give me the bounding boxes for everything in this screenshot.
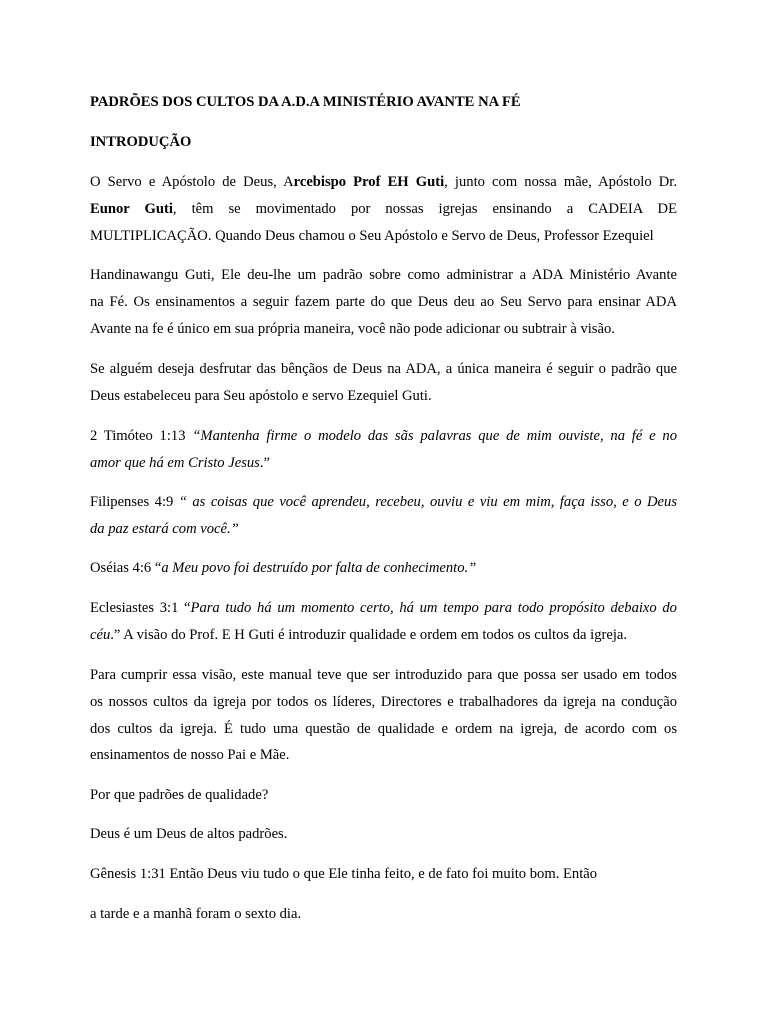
scripture-quote: amor que há em Cristo Jesus (90, 455, 260, 471)
paragraph-7-line-1 (90, 600, 677, 617)
paragraph-8-line-4: ensinamentos de nosso Pai e Mãe. (90, 747, 290, 763)
scripture-reference: Filipenses 4:9 (90, 494, 179, 510)
scripture-reference: 2 Timóteo 1:13 (90, 428, 193, 444)
bold-name-eunor: Eunor Guti (90, 201, 173, 217)
scripture-quote: “Mantenha firme o modelo das sãs palavras que de mim ouviste, na fé e no (192, 428, 677, 444)
scripture-quote: a Meu povo foi destruído por falta de conhecimento.” (161, 560, 477, 576)
paragraph-4-line-2 (90, 455, 270, 472)
paragraph-5-line-2: da paz estará com você.” (90, 521, 239, 537)
text-run: , têm se movimentado por nossas igrejas ensinando a CADEIA DE (172, 201, 677, 217)
paragraph-3-line-1: Se alguém deseja desfrutar das bênçãos de Deus na ADA, a única maneira é seguir o padrão que (90, 361, 677, 377)
paragraph-8-line-3: dos cultos da igreja. É tudo uma questão de qualidade e ordem na igreja, de acordo com os (90, 721, 677, 737)
paragraph-4-line-1 (90, 428, 677, 445)
paragraph-7-line-2 (90, 627, 627, 644)
scripture-quote: céu (90, 627, 111, 643)
paragraph-3-line-2: Deus estabeleceu para Seu apóstolo e servo Ezequiel Guti. (90, 388, 432, 404)
paragraph-8-line-2: os nossos cultos da igreja por todos os líderes, Directores e trabalhadores da igreja na condução (90, 694, 677, 710)
document-title: PADRÕES DOS CULTOS DA A.D.A MINISTÉRIO AVANTE NA FÉ (90, 94, 521, 110)
scripture-reference: Oséias 4:6 “ (90, 560, 162, 576)
text-run: .” A visão do Prof. E H Guti é introduzir qualidade e ordem em todos os cultos da igreja. (110, 627, 628, 643)
section-heading-introducao: INTRODUÇÃO (90, 134, 192, 150)
text-run: .” (259, 455, 270, 471)
paragraph-1-line-3: MULTIPLICAÇÃO. Quando Deus chamou o Seu Apóstolo e Servo de Deus, Professor Ezequiel (90, 228, 654, 244)
scripture-quote: “ as coisas que você aprendeu, recebeu, ouviu e viu em mim, faça isso, e o Deus (178, 494, 677, 510)
paragraph-1-line-2 (90, 201, 677, 218)
paragraph-10: Deus é um Deus de altos padrões. (90, 826, 288, 842)
paragraph-2-line-2: na Fé. Os ensinamentos a seguir fazem parte do que Deus deu ao Seu Servo para ensinar ADA (90, 294, 677, 310)
paragraph-8-line-1: Para cumprir essa visão, este manual teve que ser introduzido para que possa ser usado em todos (90, 667, 677, 683)
text-run: O Servo e Apóstolo de Deus, A (90, 174, 294, 190)
text-run: , junto com nossa mãe, Apóstolo Dr. (444, 174, 677, 190)
paragraph-11: Gênesis 1:31 Então Deus viu tudo o que Ele tinha feito, e de fato foi muito bom. Então (90, 866, 598, 882)
paragraph-9: Por que padrões de qualidade? (90, 787, 269, 803)
paragraph-2-line-1: Handinawangu Guti, Ele deu-lhe um padrão sobre como administrar a ADA Ministério Avante (90, 267, 677, 283)
paragraph-12: a tarde e a manhã foram o sexto dia. (90, 906, 302, 922)
paragraph-6 (90, 560, 476, 577)
paragraph-2-line-3: Avante na fe é único em sua própria maneira, você não pode adicionar ou subtrair à visão. (90, 321, 615, 337)
paragraph-1-line-1 (90, 174, 677, 191)
scripture-reference: Eclesiastes 3:1 “ (90, 600, 191, 616)
paragraph-5-line-1 (90, 494, 677, 511)
scripture-quote: Para tudo há um momento certo, há um tempo para todo propósito debaixo do (190, 600, 677, 616)
bold-name-guti: rcebispo Prof EH Guti (293, 174, 445, 190)
